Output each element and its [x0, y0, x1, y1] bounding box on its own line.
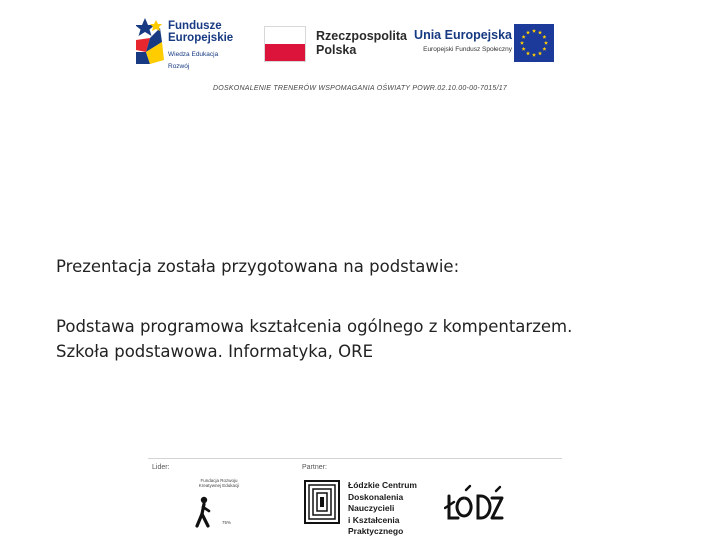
partner-line2: Doskonalenia Nauczycieli	[348, 491, 404, 513]
fe-line1: Fundusze	[168, 20, 222, 32]
lider-logo-number: 75%	[222, 520, 232, 525]
lider-label: Lider:	[152, 464, 170, 471]
fundusze-europejskie-logo	[136, 16, 236, 68]
source-line-1: Podstawa programowa kształcenia ogólnego z kompentarzem.	[56, 317, 573, 336]
eu-flag-icon	[514, 24, 554, 62]
partner-label: Partner:	[302, 464, 327, 471]
fundusze-europejskie-text	[168, 20, 236, 73]
intro-text: Prezentacja została przygotowana na podstawie:	[56, 257, 460, 276]
polish-flag-icon	[264, 26, 306, 62]
lodz-city-logo	[444, 484, 504, 526]
fundusze-europejskie-icon	[136, 16, 166, 66]
partner-logo	[304, 478, 424, 536]
lider-logo-text	[198, 478, 240, 488]
project-code-line: DOSKONALENIE TRENERÓW WSPOMAGANIA OŚWIATY POWR.02.10.00-00-7015/17	[212, 85, 508, 92]
source-line-2: Szkoła podstawowa. Informatyka, ORE	[56, 342, 374, 361]
fe-line3: Wiedza Edukacja Rozwój	[168, 51, 219, 70]
rp-line2: Polska	[316, 43, 357, 57]
eu-line1: Unia Europejska	[414, 28, 512, 42]
fe-line2: Europejskie	[168, 32, 234, 44]
unia-europejska-logo	[414, 24, 554, 64]
lider-logo	[192, 478, 240, 530]
rzeczpospolita-polska-logo	[264, 25, 407, 65]
walking-figure-icon	[194, 496, 214, 528]
partner-line3: i Kształcenia Praktycznego	[348, 514, 404, 536]
lider-line1: Fundacja Rozwoju	[200, 478, 238, 483]
unia-europejska-text	[414, 28, 512, 53]
rp-line1: Rzeczpospolita	[316, 29, 407, 43]
lider-line2: Kreatywnej Edukacji	[198, 483, 240, 488]
eu-line2: Europejski Fundusz Społeczny	[423, 46, 512, 53]
partner-logo-text	[348, 480, 424, 538]
footer-divider	[148, 458, 562, 459]
partner-line1: Łódzkie Centrum	[348, 480, 417, 490]
ldc-square-icon	[304, 480, 340, 524]
rzeczpospolita-text	[316, 29, 407, 57]
